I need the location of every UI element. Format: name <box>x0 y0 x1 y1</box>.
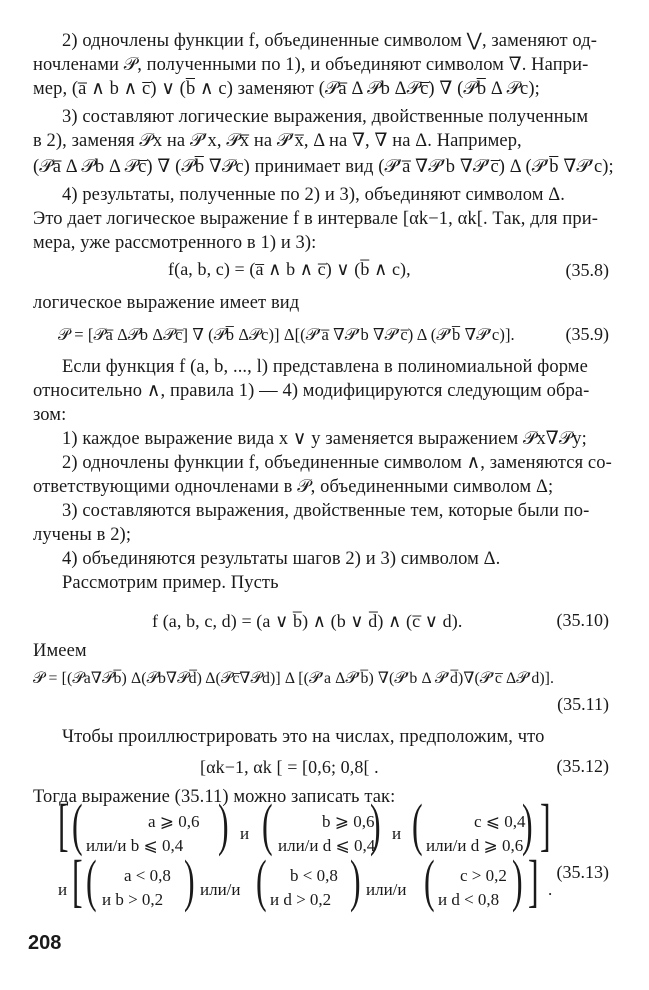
bracket-open: [ <box>72 848 83 913</box>
equation-number: (35.12) <box>556 756 609 776</box>
equation-number: (35.8) <box>565 260 609 280</box>
text-line: ответствующими одночленами в 𝒫, объединенными символом Δ; <box>33 477 554 497</box>
equation-35-8: f(a, b, c) = (a̅ ∧ b ∧ c̅) ∨ (b̅ ∧ c), <box>168 259 411 279</box>
paren-close: ) <box>522 792 533 857</box>
text-line: 4) результаты, полученные по 2) и 3), объединяют символом Δ. <box>62 185 565 205</box>
text-line: мер, (a̅ ∧ b ∧ c̅) ∨ (b̅ ∧ c) заменяют (𝒫a̅ Δ 𝒫b Δ𝒫c̅) ∇ (𝒫b̅ Δ 𝒫c); <box>33 79 540 99</box>
equation-number: (35.13) <box>556 862 609 882</box>
text-line: относительно ∧, правила 1) — 4) модифицируются следующим обра- <box>33 381 590 401</box>
text-line: Чтобы проиллюстрировать это на числах, предположим, что <box>62 727 545 747</box>
text-line: 3) составляют логические выражения, двойственные полученным <box>62 107 589 127</box>
paren-open: ( <box>256 848 267 913</box>
bracket-close: ] <box>540 792 551 857</box>
page-number: 208 <box>28 932 62 954</box>
paren-close: ) <box>512 848 523 913</box>
text-line: логическое выражение имеет вид <box>33 293 300 313</box>
text-line: лучены в 2); <box>33 525 132 545</box>
condition: b ⩾ 0,6 <box>322 812 375 831</box>
conjunction: и <box>58 880 68 899</box>
text-line: 2) одночлены функции f, объединенные символом ⋁, заменяют од- <box>62 31 598 51</box>
paren-open: ( <box>262 792 273 857</box>
paren-close: ) <box>370 792 381 857</box>
conjunction: и <box>240 824 250 843</box>
text-line: Имеем <box>33 641 87 661</box>
condition: a < 0,8 <box>124 866 171 885</box>
condition: c > 0,2 <box>460 866 507 885</box>
period: . <box>548 880 553 899</box>
paren-open: ( <box>412 792 423 857</box>
text-line: Тогда выражение (35.11) можно записать так: <box>33 787 396 807</box>
equation-number: (35.11) <box>557 694 609 714</box>
condition: c ⩽ 0,4 <box>474 812 526 831</box>
condition: или/и d ⩽ 0,4 <box>278 836 376 855</box>
text-line: (𝒫a̅ Δ 𝒫b Δ 𝒫c̅) ∇ (𝒫b̅ ∇𝒫c) принимает вид (𝒫′a̅ ∇𝒫′b ∇𝒫′c̅) Δ (𝒫′b̅ ∇𝒫′c); <box>33 157 614 177</box>
equation-35-10: f (a, b, c, d) = (a ∨ b̅) ∧ (b ∨ d̅) ∧ (c̅ ∨ d). <box>152 611 463 631</box>
condition: b < 0,8 <box>290 866 338 885</box>
paren-open: ( <box>424 848 435 913</box>
text-line: 2) одночлены функции f, объединенные символом ∧, заменяются со- <box>62 453 612 473</box>
equation-35-12: [αk−1, αk [ = [0,6; 0,8[ . <box>200 757 379 777</box>
text-line: 4) объединяются результаты шагов 2) и 3) символом Δ. <box>62 549 501 569</box>
condition: и d > 0,2 <box>270 890 332 909</box>
conjunction: и <box>392 824 402 843</box>
text-line: ночленами 𝒫, полученными по 1), и объединяют символом ∇. Напри- <box>33 55 589 75</box>
condition: и b > 0,2 <box>102 890 164 909</box>
equation-number: (35.9) <box>565 324 609 344</box>
paren-open: ( <box>86 848 97 913</box>
equation-number: (35.10) <box>556 610 609 630</box>
bracket-open: [ <box>58 792 69 857</box>
paren-close: ) <box>218 792 229 857</box>
condition: и d < 0,8 <box>438 890 500 909</box>
paren-close: ) <box>184 848 195 913</box>
paren-open: ( <box>72 792 83 857</box>
condition: или/и b ⩽ 0,4 <box>86 836 184 855</box>
text-line: 1) каждое выражение вида x ∨ y заменяется выражением 𝒫x∇𝒫y; <box>62 429 587 449</box>
conjunction: или/и <box>366 880 407 899</box>
text-line: Если функция f (a, b, ..., l) представлена в полиномиальной форме <box>62 357 588 377</box>
paren-close: ) <box>350 848 361 913</box>
text-line: Это дает логическое выражение f в интервале [αk−1, αk[. Так, для при- <box>33 209 598 229</box>
text-line: 3) составляются выражения, двойственные тем, которые были по- <box>62 501 590 521</box>
equation-35-9: 𝒫 = [𝒫a̅ Δ𝒫b Δ𝒫c̅] ∇ (𝒫b̅ Δ𝒫c)] Δ[(𝒫′a̅ ∇𝒫′b ∇𝒫′c̅) Δ (𝒫′b̅ ∇𝒫′c)]. <box>58 325 515 344</box>
condition: a ⩾ 0,6 <box>148 812 200 831</box>
conjunction: или/и <box>200 880 241 899</box>
bracket-close: ] <box>528 848 539 913</box>
condition: или/и d ⩾ 0,6 <box>426 836 524 855</box>
equation-35-11: 𝒫 = [(𝒫a∇𝒫b̅) Δ(𝒫b∇𝒫d̅) Δ(𝒫c̅∇𝒫d)] Δ [(𝒫′a Δ𝒫′b̅) ∇(𝒫′b Δ 𝒫′d̅)∇(𝒫′c̅ Δ𝒫′d)]. <box>33 670 555 687</box>
text-line: Рассмотрим пример. Пусть <box>62 573 279 593</box>
text-line: мера, уже рассмотренного в 1) и 3): <box>33 233 317 253</box>
text-line: в 2), заменяя 𝒫x на 𝒫′x, 𝒫x̅ на 𝒫′x̅, Δ на ∇, ∇ на Δ. Например, <box>33 131 522 151</box>
text-line: зом: <box>33 405 67 425</box>
